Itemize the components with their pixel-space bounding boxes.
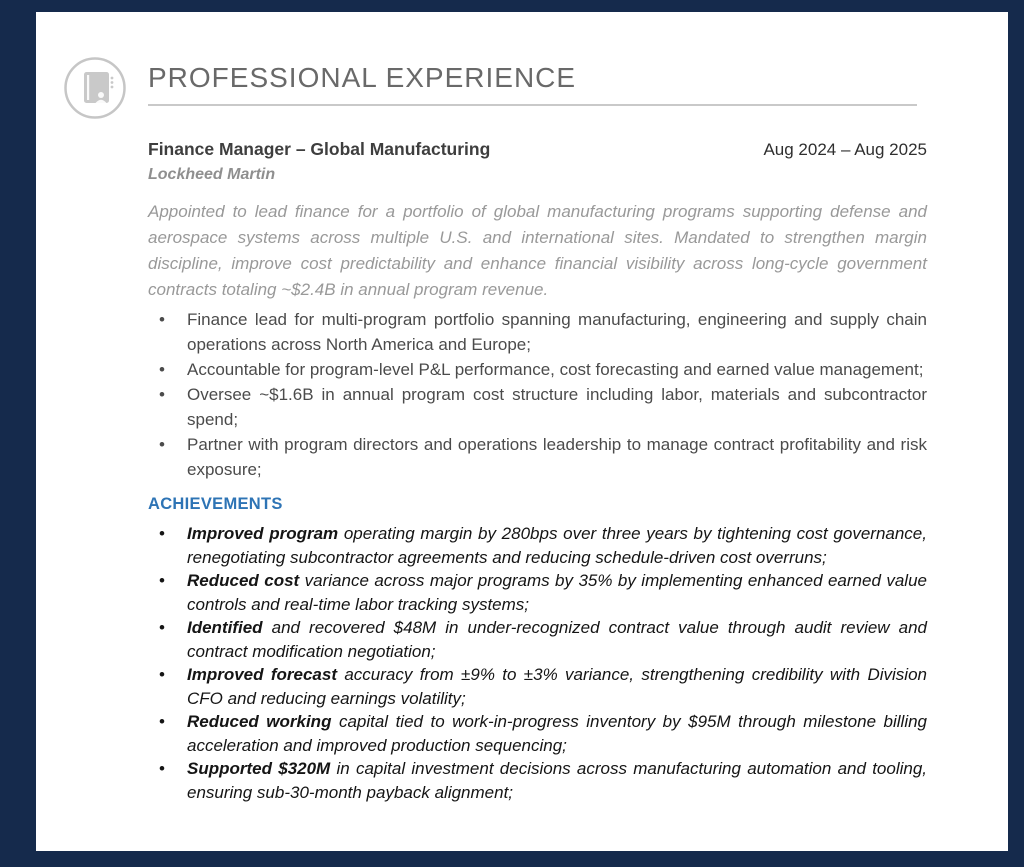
bullet-icon: • — [159, 571, 165, 590]
achievement-item — [148, 522, 927, 569]
achievement-lead: Reduced cost — [187, 571, 300, 590]
briefcase-icon — [63, 56, 127, 120]
achievement-rest: in capital investment decisions across manufacturing automation and tooling, ensuring sub-30-month payback alignment; — [187, 759, 928, 802]
bullet-icon: • — [159, 759, 165, 778]
achievement-lead: Improved program — [187, 524, 339, 543]
bullet-icon: • — [159, 665, 165, 684]
achievement-text — [187, 712, 927, 755]
responsibility-item — [148, 357, 927, 382]
bullet-icon: • — [159, 712, 165, 731]
achievement-text — [187, 618, 927, 661]
achievement-rest: and recovered $48M in under-recognized contract value through audit review and contract modification negotiation; — [187, 618, 927, 661]
bullet-icon: • — [159, 524, 165, 543]
achievement-rest: capital tied to work-in-progress inventory by $95M through milestone billing acceleration and improved production sequencing; — [187, 712, 927, 755]
job-dates: Aug 2024 – Aug 2025 — [763, 140, 927, 159]
section-title: PROFESSIONAL EXPERIENCE — [148, 62, 577, 93]
achievements-list — [148, 522, 927, 804]
achievements-heading: ACHIEVEMENTS — [148, 495, 283, 513]
achievement-rest: operating margin by 280bps over three years by tightening cost governance, renegotiating subcontractor agreements and reducing schedule-driven cost overruns; — [187, 524, 927, 567]
achievement-text — [187, 571, 927, 614]
achievement-item — [148, 710, 927, 757]
achievement-text — [187, 524, 927, 567]
section-header — [36, 56, 1008, 120]
achievement-item — [148, 757, 927, 804]
responsibility-text: Finance lead for multi-program portfolio spanning manufacturing, engineering and supply chain operations across North America and Europe; — [187, 310, 927, 354]
responsibility-text: Accountable for program-level P&L performance, cost forecasting and earned value management; — [187, 360, 924, 379]
bullet-icon: • — [159, 360, 165, 379]
bullet-icon: • — [159, 435, 165, 454]
job-header — [148, 138, 927, 161]
achievement-item — [148, 663, 927, 710]
achievement-lead: Identified — [187, 618, 263, 637]
achievement-item — [148, 616, 927, 663]
achievement-item — [148, 569, 927, 616]
section-divider — [148, 104, 917, 106]
achievement-lead: Supported $320M — [187, 759, 331, 778]
achievement-lead: Improved forecast — [187, 665, 337, 684]
achievement-text — [187, 665, 927, 708]
responsibility-item — [148, 382, 927, 432]
responsibilities-list — [148, 307, 927, 482]
achievement-rest: accuracy from ±9% to ±3% variance, strengthening credibility with Division CFO and reducing earnings volatility; — [187, 665, 927, 708]
experience-entry — [148, 138, 927, 804]
achievement-text — [187, 759, 927, 802]
bullet-icon: • — [159, 310, 165, 329]
job-summary: Appointed to lead finance for a portfolio of global manufacturing programs supporting defense and aerospace systems across multiple U.S. and international sites. Mandated to strengthen margin discipline, improve cost predictability and enhance financial visibility across long-cycle government contracts totaling ~$2.4B in annual program revenue. — [148, 202, 927, 299]
section-title-block — [148, 56, 917, 106]
company-name: Lockheed Martin — [148, 166, 276, 183]
resume-page — [36, 12, 1008, 851]
achievement-lead: Reduced working — [187, 712, 332, 731]
responsibility-text: Oversee ~$1.6B in annual program cost structure including labor, materials and subcontractor spend; — [187, 385, 927, 429]
responsibility-item — [148, 432, 927, 482]
responsibility-text: Partner with program directors and operations leadership to manage contract profitability and risk exposure; — [187, 435, 927, 479]
responsibility-item — [148, 307, 927, 357]
bullet-icon: • — [159, 385, 165, 404]
job-title: Finance Manager – Global Manufacturing — [148, 139, 491, 159]
achievement-rest: variance across major programs by 35% by implementing enhanced earned value controls and real-time labor tracking systems; — [187, 571, 927, 614]
bullet-icon: • — [159, 618, 165, 637]
